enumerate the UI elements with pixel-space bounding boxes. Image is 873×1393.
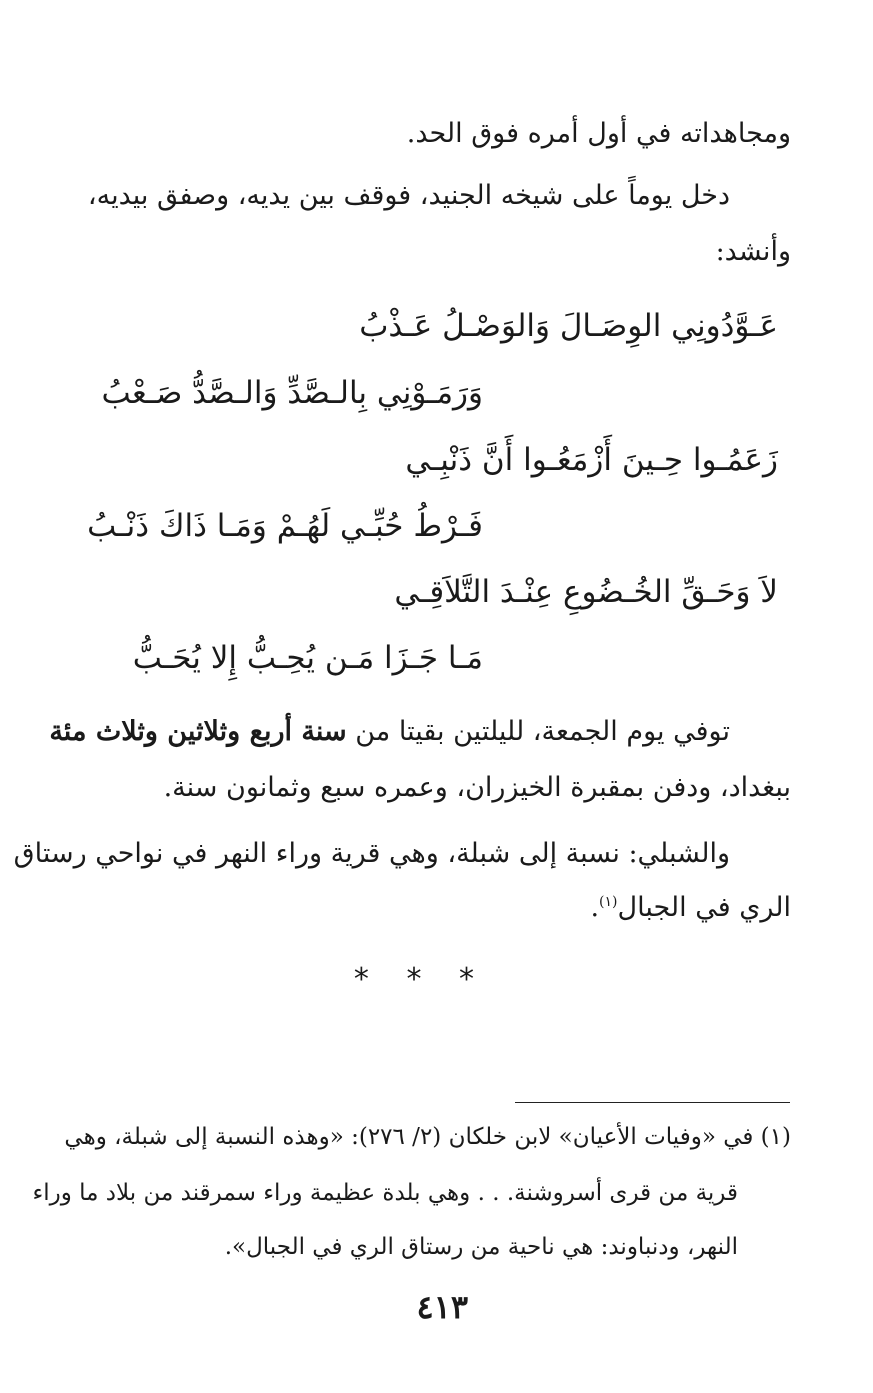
paragraph-line — [49, 716, 730, 748]
paragraph-line — [590, 892, 791, 924]
page-number: ٤١٣ — [416, 1288, 468, 1326]
poem-verse: فَـرْطُ حُبِّـي لَهُـمْ وَمَـا ذَاكَ ذَنْـبُ — [87, 508, 483, 544]
paragraph-line: ومجاهداته في أول أمره فوق الحد. — [406, 118, 791, 149]
poem-verse: لاَ وَحَـقِّ الخُـضُوعِ عِنْـدَ التَّلاَقِـي — [394, 574, 778, 610]
section-separator: * * * — [353, 962, 488, 997]
footnote-ref[interactable]: (١) — [599, 894, 618, 910]
footnote-line: قرية من قرى أسروشنة. . . وهي بلدة عظيمة وراء سمرقند من بلاد ما وراء — [32, 1180, 738, 1206]
paragraph-line: وأنشد: — [715, 236, 791, 267]
footnote-line: (١) في «وفيات الأعيان» لابن خلكان (٢/ ٢٧٦): «وهذه النسبة إلى شبلة، وهي — [64, 1124, 791, 1150]
paragraph-line: ببغداد، ودفن بمقبرة الخيزران، وعمره سبع وثمانون سنة. — [163, 772, 791, 803]
poem-verse: مَـا جَـزَا مَـن يُحِـبُّ إِلا يُحَـبُّ — [132, 640, 483, 676]
death-year-bold: سنة أربع وثلاثين وثلاث مئة — [49, 716, 347, 747]
nisba-text: الري في الجبال — [617, 892, 791, 923]
poem-verse: زَعَمُـوا حِـينَ أَزْمَعُـوا أَنَّ ذَنْبِـي — [405, 442, 778, 478]
poem-verse: عَـوَّدُونِي الوِصَـالَ وَالوَصْـلُ عَـذْبُ — [359, 308, 778, 344]
poem-verse: وَرَمَـوْنِي بِالـصَّدِّ وَالـصَّدُّ صَـعْبُ — [101, 375, 483, 411]
paragraph-line: والشبلي: نسبة إلى شبلة، وهي قرية وراء النهر في نواحي رستاق — [13, 838, 730, 869]
footnote-line: النهر، ودنباوند: هي ناحية من رستاق الري في الجبال». — [224, 1234, 738, 1260]
death-text: توفي يوم الجمعة، لليلتين بقيتا من — [346, 716, 730, 747]
footnote-divider — [515, 1102, 790, 1103]
paragraph-line: دخل يوماً على شيخه الجنيد، فوقف بين يديه، وصفق بيديه، — [87, 180, 730, 211]
nisba-period: . — [590, 892, 600, 923]
